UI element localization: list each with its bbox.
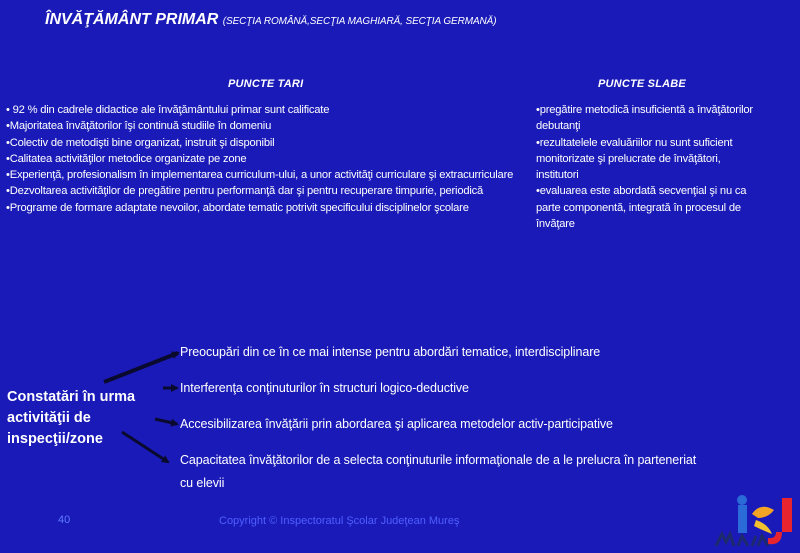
strength-item: •Experienţă, profesionalism în implementarea curriculum-ului, a unor activităţi curriculare şi extracurriculare [6,169,514,182]
strength-item: •Dezvoltarea activităţilor de pregătire pentru performanţă dar şi pentru recuperare timpurie, periodică [6,185,484,198]
strength-item: •Majoritatea învăţătorilor îşi continuă studiile în domeniu [6,120,272,133]
strengths-heading: PUNCTE TARI [228,78,304,90]
strength-item: • 92 % din cadrele didactice ale învăţământului primar sunt calificate [6,104,330,116]
finding-item: Interferenţa conţinuturilor în structuri logico-deductive [180,381,469,395]
finding-item: Accesibilizarea învăţării prin abordarea şi aplicarea metodelor activ-participative [180,417,613,431]
weaknesses-heading: PUNCTE SLABE [598,78,686,90]
finding-item: Capacitatea învăţătorilor de a selecta conţinuturile informaţionale de a le prelucra în parteneriat cu elevii [180,453,697,490]
strength-item: •Programe de formare adaptate nevoilor, abordate tematic potrivit specificului disciplinelor şcolare [6,201,469,214]
weakness-item: •rezultatelele evaluăriilor nu sunt suficient monitorizate şi prelucrate de învăţători, institutori [536,136,733,182]
page-number: 40 [58,514,71,526]
strength-item: •Colectiv de metodişti bine organizat, instruit şi disponibil [6,136,275,149]
arrow-1 [104,353,178,382]
weakness-item: •pregătire metodică insuficientă a învăţătorilor debutanţi [536,104,753,133]
title-main: ÎNVĂŢĂMÂNT PRIMAR [45,11,219,28]
title-subtitle: (SECŢIA ROMÂNĂ,SECŢIA MAGHIARĂ, SECŢIA GERMANĂ) [222,16,497,27]
findings-label: Constatări în urma activităţii de inspecţii/zone [7,389,136,447]
finding-item: Preocupări din ce în ce mai intense pentru abordări tematice, interdisciplinare [180,345,601,359]
inspectorate-logo-icon [712,494,796,550]
strength-item: •Calitatea activităţilor metodice organizate pe zone [6,152,247,165]
copyright-text: Copyright © Inspectoratul Şcolar Judeţean Mureş [219,515,460,527]
arrow-3 [155,419,177,424]
weakness-item: •evaluarea este abordată secvenţial şi nu ca parte componentă, integrată în procesul de învăţare [536,185,747,231]
